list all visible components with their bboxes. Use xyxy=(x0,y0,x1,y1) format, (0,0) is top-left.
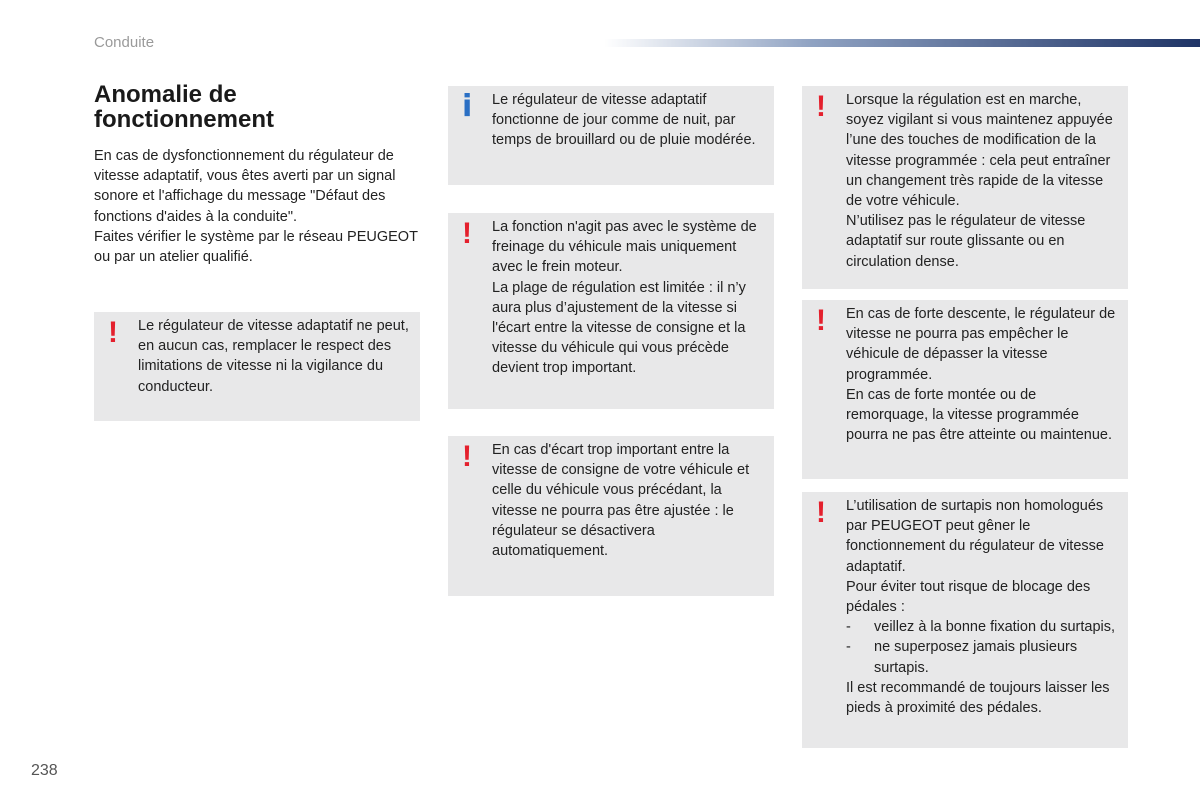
list-item xyxy=(846,617,1120,637)
warning-icon: ! xyxy=(462,217,472,250)
info-text: Le régulateur de vitesse adaptatif fonctionne de jour comme de nuit, par temps de brouillard ou de pluie modérée. xyxy=(492,92,756,149)
warning-icon: ! xyxy=(816,90,826,123)
bullet-dash: - xyxy=(846,619,851,636)
page-title-line-1: Anomalie de xyxy=(94,81,237,108)
warning-text: Pour éviter tout risque de blocage des pédales : xyxy=(846,578,1091,616)
intro-paragraph-2: Faites vérifier le système par le réseau PEUGEOT ou par un atelier qualifié. xyxy=(94,228,418,266)
warning-text: La fonction n'agit pas avec le système de freinage du véhicule mais uniquement avec le frein moteur. xyxy=(492,219,757,276)
warning-text: Lorsque la régulation est en marche, soyez vigilant si vous maintenez appuyée l’une des touches de modification de la vitesse programmée : cela peut entraîner un changement très rapide de la vitesse de votre véhicule. xyxy=(846,92,1113,210)
list-item-text: ne superposez jamais plusieurs surtapis. xyxy=(874,639,1078,676)
warning-icon: ! xyxy=(816,496,826,529)
warning-text: L’utilisation de surtapis non homologués par PEUGEOT peut gêner le fonctionnement du régulateur de vitesse adaptatif. xyxy=(846,498,1104,575)
warning-box-speed-limits xyxy=(94,312,420,421)
warning-text: Le régulateur de vitesse adaptatif ne peut, en aucun cas, remplacer le respect des limitations de vitesse ni la vigilance du conducteur. xyxy=(138,318,409,395)
warning-icon: ! xyxy=(108,316,118,349)
list-item xyxy=(846,637,1120,677)
list-item-text: veillez à la bonne fixation du surtapis, xyxy=(874,619,1116,636)
warning-box-engine-brake xyxy=(448,213,774,409)
warning-text: Il est recommandé de toujours laisser les pieds à proximité des pédales. xyxy=(846,679,1110,717)
intro-paragraph-1: En cas de dysfonctionnement du régulateur de vitesse adaptatif, vous êtes averti par un signal sonore et l'affichage du message "Défaut des fonctions d'aides à la conduite". xyxy=(94,148,396,225)
warning-box-floor-mats xyxy=(802,492,1128,748)
warning-box-vigilance xyxy=(802,86,1128,289)
warning-text: En cas de forte montée ou de remorquage, la vitesse programmée pourra ne pas être atteinte ou maintenue. xyxy=(846,386,1113,444)
info-box-day-night xyxy=(448,86,774,185)
warning-icon: ! xyxy=(462,440,472,473)
info-icon: i xyxy=(462,89,473,124)
warning-box-slope xyxy=(802,300,1128,479)
intro-text xyxy=(94,146,424,267)
section-label: Conduite xyxy=(94,34,155,51)
warning-text: N’utilisez pas le régulateur de vitesse adaptatif sur route glissante ou en circulation dense. xyxy=(846,213,1086,270)
warning-text: En cas d'écart trop important entre la vitesse de consigne de votre véhicule et celle du véhicule vous précédant, la vitesse ne pourra pas être ajustée : le régulateur se désactivera automatiquement. xyxy=(492,442,750,560)
page-title-line-2: fonctionnement xyxy=(94,106,274,133)
bullet-list xyxy=(846,617,1120,678)
page-number: 238 xyxy=(31,762,58,779)
warning-text: La plage de régulation est limitée : il n’y aura plus d’ajustement de la vitesse si l'écart entre la vitesse de consigne et la vitesse du véhicule qui vous précède devient trop important. xyxy=(492,279,746,377)
bullet-dash: - xyxy=(846,639,851,656)
warning-box-speed-gap xyxy=(448,436,774,596)
warning-icon: ! xyxy=(816,304,826,337)
warning-text: En cas de forte descente, le régulateur de vitesse ne pourra pas empêcher le véhicule de dépasser la vitesse programmée. xyxy=(846,306,1116,383)
header-bar xyxy=(604,39,1200,47)
page-title xyxy=(94,82,424,132)
